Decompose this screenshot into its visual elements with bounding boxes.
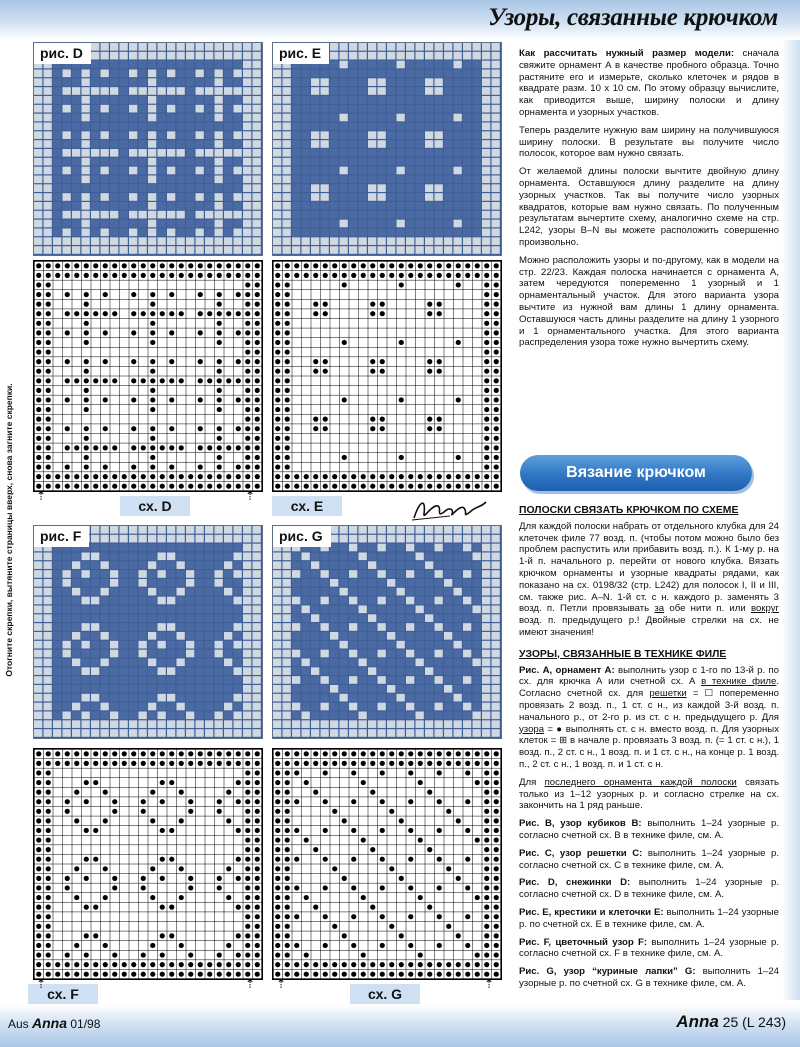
footer-left-prefix: Aus	[8, 1017, 33, 1031]
filet-a-text: . Согласно счетной сх. для	[519, 676, 780, 700]
filet-last-text: Для	[519, 776, 545, 788]
chart-f-label: сх. F	[28, 984, 98, 1004]
chart-d	[33, 260, 263, 492]
intro-text	[519, 48, 779, 355]
photo-e	[272, 42, 502, 256]
intro-p1: сначала свяжите орнамент А в качестве пробного образца. Точно растяните его и измерьте, сколько клеточек и рядов в квадрате разм. 10 х 10 см. По этому образцу вычислите, как приводится выше, ширину полоски и длину орнамента и узорных участков.	[519, 48, 780, 118]
arrow-icon: ⇡	[245, 977, 256, 991]
lace-photo-image	[34, 526, 262, 738]
right-edge-band	[782, 40, 800, 1000]
instructions-text	[519, 505, 779, 996]
strips-heading: ПОЛОСКИ СВЯЗАТЬ КРЮЧКОМ ПО СХЕМЕ	[519, 505, 739, 516]
filet-a-underline: в технике филе	[701, 676, 777, 688]
lace-photo-image	[273, 43, 501, 255]
photo-g	[272, 525, 502, 739]
signature-icon	[410, 496, 490, 522]
filet-last-underline: последнего орнамента каждой полоски	[544, 776, 737, 788]
filet-c-lead: Рис. C, узор решетки C:	[519, 847, 643, 859]
footer-right	[676, 1012, 786, 1032]
footer-left-issue: 01/98	[67, 1017, 101, 1031]
side-instruction	[2, 380, 16, 680]
chart-f	[33, 748, 263, 980]
arrow-icon: ⇡	[484, 977, 495, 991]
filet-g-lead: Рис. G, узор “куриные лапки” G:	[519, 966, 696, 978]
filet-a-text: = ☐ попеременно провязать 2 возд. п., 1 ст. с н., из каждой 3-й возд. п. начального р., от 2-го р. из ст. с н. предыдущего р. Для	[519, 688, 779, 723]
lace-photo-image	[273, 526, 501, 738]
strips-text: Для каждой полоски набрать от отдельного клубка для 24 клеточек филе 77 возд. п. (чтобы потом можно было без проблем распустить или прибавить возд. п.). К 1-му р. на 1-й п. начального р. перейти от нового клубка. Вязать крючком орнаменты и узорные квадраты рядами, как показано на сх. 0198/32 (стр. L242) для полосок I, II и III, см. также рис. A–N. 1-й ст. с н. каждого р. заменять 3 возд. п. Петли провязывать	[519, 520, 779, 615]
section-banner: Вязание крючком	[520, 455, 752, 491]
filet-e-lead: Рис. E, крестики и клеточки E:	[519, 906, 664, 918]
filet-a-underline: узора	[519, 723, 545, 735]
filet-chart-grid	[273, 261, 501, 491]
strips-text: обе нити п. или	[664, 603, 751, 615]
filet-g-text: выполнить 1–24 узорные р. по счетной сх. G в технике филе, см. А.	[519, 966, 780, 989]
filet-chart-grid	[34, 261, 262, 491]
chart-e-label: сх. E	[272, 496, 342, 516]
filet-a-lead: Рис. А, орнамент А:	[519, 664, 615, 676]
filet-f-text: выполнить 1–24 узорные р. согласно счетной сх. F в технике филе, см. А.	[519, 936, 779, 960]
chart-e	[272, 260, 502, 492]
filet-a-text: выполнить узор с 1-го по 13-й р. по сх. для крючка А или счетной сх. А	[519, 664, 780, 688]
footer-right-brand: Anna	[676, 1012, 719, 1031]
photo-f	[33, 525, 263, 739]
filet-chart-grid	[273, 749, 501, 979]
filet-heading: УЗОРЫ, СВЯЗАННЫЕ В ТЕХНИКЕ ФИЛЕ	[519, 648, 727, 660]
filet-a-text: = ● выполнять ст. с н. вместо возд. п. Для узорных клеток = ⊞ в начале р. провязать 3 возд. п. (= 1 ст. с н.), 1 возд. п., 2 ст. с н., 1 возд. п. и 1 ст. с н., на конце р. 1 возд. п., 2 ст. с н., 1 возд. п. и 1 ст. с н.	[519, 723, 779, 770]
filet-a-underline: решетки	[649, 688, 687, 700]
page-title: Узоры, связанные крючком	[488, 4, 778, 31]
page-number: 25 (L 243)	[718, 1014, 786, 1030]
arrow-icon: ⇡	[36, 977, 47, 991]
filet-d-text: выполнить 1–24 узорные р. согласно счетной сх. D в технике филе, см. А.	[519, 877, 779, 901]
side-instruction-text: Отогните скрепки, вытяните страницы вверх, снова загните скрепки.	[4, 383, 14, 677]
arrow-icon: ⇡	[276, 977, 287, 991]
strips-underline-1: за	[654, 603, 665, 615]
filet-b-text: выполнить 1–24 узорные р. согласно счетной сх. В в технике филе, см. А.	[519, 818, 779, 841]
filet-d-lead: Рис. D, снежинки D:	[519, 877, 631, 889]
strips-underline-2: вокруг	[750, 603, 779, 615]
footer-left-brand: Anna	[32, 1015, 68, 1031]
filet-e-text: выполнить 1–24 узорные р. по счетной сх. Е в технике филе, см. А.	[519, 906, 779, 930]
filet-b-lead: Рис. B, узор кубиков B:	[519, 818, 642, 830]
filet-last-text: связать только из 1–12 узорных р. и согласно стрелке на сх. закончить на 1 ряд раньше.	[519, 776, 779, 812]
photo-d-label: рис. D	[34, 43, 91, 64]
chart-g	[272, 748, 502, 980]
strips-text: возд. п. предыдущего р.! Двойные стрелки на сх. не имеют значения!	[519, 615, 779, 638]
chart-g-label: сх. G	[350, 984, 420, 1004]
lace-photo-image	[34, 43, 262, 255]
photo-g-label: рис. G	[273, 526, 331, 547]
intro-p4: Можно расположить узоры и по-другому, как в модели на стр. 22/23. Каждая полоска начинается с орнамента А, затем чередуются попеременно 1 узорный и 1 орнаментальный участок. Для этого варианта узора вычтите из нужной вам длины 1 длину орнамента. Оставшуюся часть длины разделите на длину 1 узорного и 1 орнаментального участка. Для этого варианта распределения узора тоже нужно вычертить схему.	[519, 254, 779, 349]
filet-c-text: выполнить 1–24 узорные р. согласно счетной сх. С в технике филе, см. А.	[519, 847, 779, 871]
intro-p2: Теперь разделите нужную вам ширину на получившуюся ширину полоски. В результате вы получите число полосок, которое вам нужно связать.	[519, 124, 779, 160]
photo-f-label: рис. F	[34, 526, 89, 547]
arrow-icon: ⇡	[245, 489, 256, 503]
photo-d	[33, 42, 263, 256]
intro-p3: От желаемой длины полоски вычтите двойную длину орнамента. Оставшуюся длину разделите на длину узорных участков. Так вы получите число узорных квадратов, которые вам нужно связать. По полученным результатам вычертите схему, аналогично схеме на стр. L242, узоры B–N вы можете расположить совершенно произвольно.	[519, 166, 779, 248]
intro-lead: Как рассчитать нужный размер модели:	[519, 48, 735, 59]
photo-e-label: рис. E	[273, 43, 329, 64]
chart-d-label: сх. D	[120, 496, 190, 516]
footer-left	[8, 1015, 100, 1031]
filet-f-lead: Рис. F, цветочный узор F:	[519, 936, 648, 948]
arrow-icon: ⇡	[36, 489, 47, 503]
filet-chart-grid	[34, 749, 262, 979]
